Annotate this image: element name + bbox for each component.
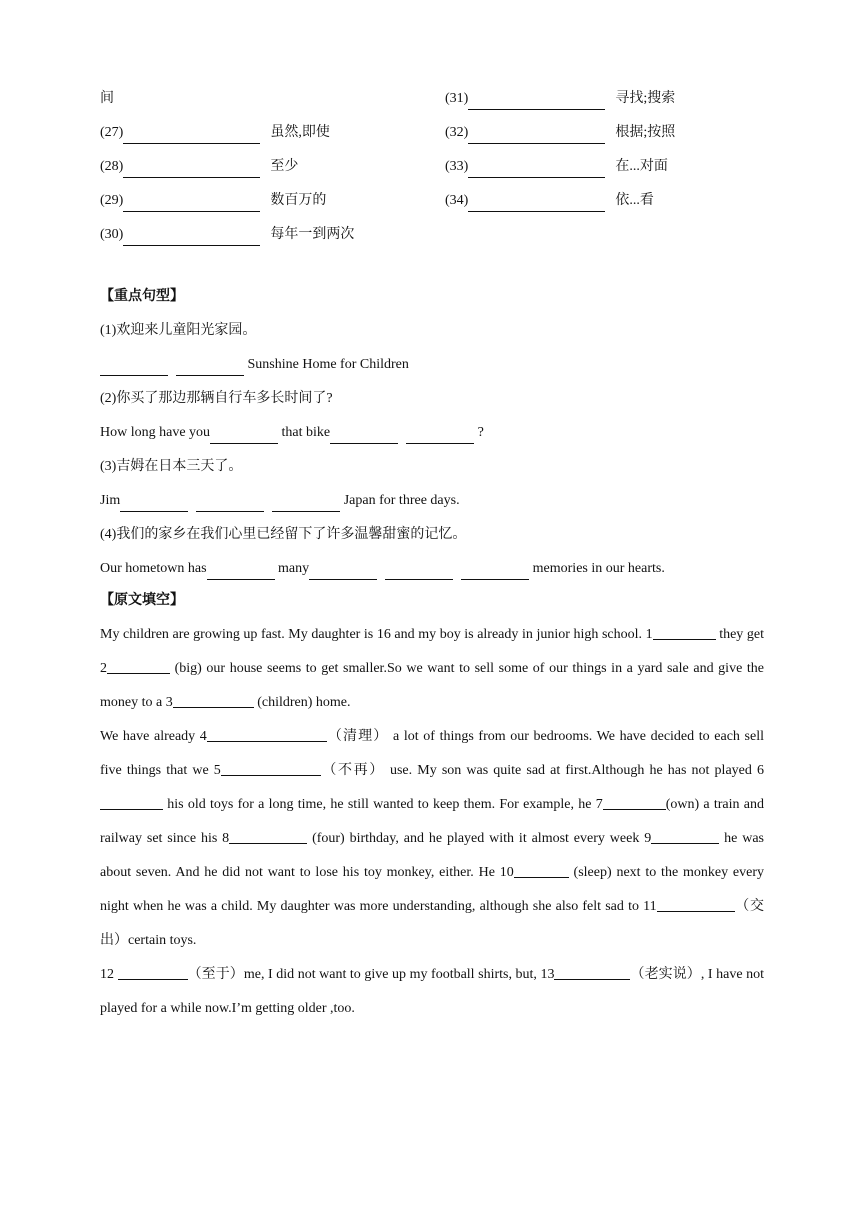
cloze-section <box>100 590 764 1026</box>
sentence-text: many <box>274 561 310 576</box>
answer-blank[interactable] <box>657 896 735 912</box>
answer-blank[interactable] <box>385 564 453 580</box>
vocab-row <box>100 190 800 224</box>
answer-blank[interactable] <box>468 196 605 212</box>
vocab-meaning: 寻找;搜索 <box>615 91 676 106</box>
answer-blank[interactable] <box>196 496 264 512</box>
passage-text: his old toys for a long time, he still wanted to keep them. For example, he 7 <box>163 797 603 812</box>
sentence-english <box>100 558 764 592</box>
vocab-item <box>100 156 298 178</box>
passage-text: he was about seven. And he did not want to lose his toy monkey, either. He 10 <box>100 831 764 880</box>
vocab-meaning: 虽然,即使 <box>270 125 330 140</box>
sentence-chinese: (4)我们的家乡在我们心里已经留下了许多温馨甜蜜的记忆。 <box>100 527 467 542</box>
section-heading: 【重点句型】 <box>100 289 184 304</box>
passage-text: (four) birthday, and he played with it almost every week 9 <box>307 831 652 846</box>
passage-text: We have already 4 <box>100 729 207 744</box>
answer-blank[interactable] <box>210 428 278 444</box>
vocab-number: (29) <box>100 193 124 208</box>
answer-blank[interactable] <box>120 496 188 512</box>
key-sentences-section <box>100 286 764 592</box>
vocab-meaning: 依...看 <box>615 193 654 208</box>
vocab-row <box>100 224 800 258</box>
vocab-item <box>445 156 668 178</box>
passage-text: (big) our house seems to get smaller.So we want to sell some of our things in a yard sale and give the money to a 3 <box>100 661 764 710</box>
vocab-row <box>100 88 800 122</box>
answer-blank[interactable] <box>118 964 188 980</box>
sentence-english <box>100 354 764 388</box>
sentence-english <box>100 422 764 456</box>
sentence-text: How long have you <box>100 425 211 440</box>
sentence-chinese: (1)欢迎来儿童阳光家园。 <box>100 323 257 338</box>
vocab-row <box>100 122 800 156</box>
answer-blank[interactable] <box>123 162 260 178</box>
passage-text: 12 <box>100 967 118 982</box>
vocab-item <box>445 190 654 212</box>
sentence-text: Jim <box>100 493 121 508</box>
answer-blank[interactable] <box>100 360 168 376</box>
sentence-chinese: (2)你买了那边那辆自行车多长时间了? <box>100 391 333 406</box>
vocab-meaning: 在...对面 <box>615 159 668 174</box>
vocab-item <box>100 122 330 144</box>
answer-blank[interactable] <box>461 564 529 580</box>
answer-blank[interactable] <box>176 360 244 376</box>
sentence-chinese: (3)吉姆在日本三天了。 <box>100 459 243 474</box>
cloze-paragraph-2 <box>100 720 764 958</box>
answer-blank[interactable] <box>207 564 275 580</box>
passage-text: (sleep) next to the monkey every night when he was a child. My daughter was more understanding, although she also felt sad to 11 <box>100 865 764 914</box>
passage-text: they get 2 <box>100 627 764 676</box>
answer-blank[interactable] <box>107 658 170 674</box>
sentence-english <box>100 490 764 524</box>
answer-blank[interactable] <box>514 862 569 878</box>
vocab-number: (34) <box>445 193 469 208</box>
passage-text: （老实说）, I have not played for a while now.I’m getting older ,too. <box>100 967 764 1016</box>
vocab-item <box>445 88 675 110</box>
answer-blank[interactable] <box>123 128 260 144</box>
answer-blank[interactable] <box>468 162 605 178</box>
cloze-paragraph-1 <box>100 618 764 720</box>
vocab-item <box>100 88 114 110</box>
vocabulary-list <box>100 88 800 258</box>
answer-blank[interactable] <box>309 564 377 580</box>
cloze-paragraph-3 <box>100 958 764 1026</box>
vocab-number: (30) <box>100 227 124 242</box>
vocab-meaning: 至少 <box>270 159 299 174</box>
sentence-text: Our hometown has <box>100 561 207 576</box>
passage-text: （至于）me, I did not want to give up my football shirts, but, 13 <box>187 967 555 982</box>
sentence-text: Sunshine Home for Children <box>244 357 409 372</box>
answer-blank[interactable] <box>603 794 666 810</box>
answer-blank[interactable] <box>468 94 605 110</box>
answer-blank[interactable] <box>330 428 398 444</box>
answer-blank[interactable] <box>221 760 321 776</box>
vocab-meaning: 数百万的 <box>270 193 327 208</box>
answer-blank[interactable] <box>554 964 630 980</box>
answer-blank[interactable] <box>173 692 254 708</box>
vocab-item <box>100 224 354 246</box>
vocab-number: (32) <box>445 125 469 140</box>
vocab-number: (33) <box>445 159 469 174</box>
vocab-item <box>445 122 675 144</box>
answer-blank[interactable] <box>653 624 716 640</box>
answer-blank[interactable] <box>272 496 340 512</box>
vocab-meaning: 根据;按照 <box>615 125 676 140</box>
answer-blank[interactable] <box>406 428 474 444</box>
answer-blank[interactable] <box>229 828 307 844</box>
passage-text: (children) home. <box>253 695 351 710</box>
sentence-text: that bike <box>278 425 331 440</box>
answer-blank[interactable] <box>100 794 163 810</box>
vocab-row <box>100 156 800 190</box>
sentence-text: Japan for three days. <box>340 493 460 508</box>
sentence-text: ? <box>474 425 484 440</box>
vocab-number: (27) <box>100 125 124 140</box>
vocab-number: (31) <box>445 91 469 106</box>
passage-text: (own) a train and railway set since his 8 <box>100 797 764 846</box>
passage-text: My children are growing up fast. My daughter is 16 and my boy is already in junior high school. 1 <box>100 627 653 642</box>
vocab-meaning: 间 <box>100 91 114 106</box>
sentence-text: memories in our hearts. <box>529 561 665 576</box>
answer-blank[interactable] <box>207 726 327 742</box>
section-heading: 【原文填空】 <box>100 593 184 608</box>
answer-blank[interactable] <box>123 230 260 246</box>
answer-blank[interactable] <box>123 196 260 212</box>
passage-text: （清理） a lot of things from our bedrooms. We have decided to each sell five things that we 5 <box>100 729 764 778</box>
passage-text: （交出）certain toys. <box>100 899 764 948</box>
passage-text: （不再） use. My son was quite sad at first.Although he has not played 6 <box>320 763 764 778</box>
answer-blank[interactable] <box>651 828 719 844</box>
answer-blank[interactable] <box>468 128 605 144</box>
vocab-meaning: 每年一到两次 <box>270 227 355 242</box>
vocab-item <box>100 190 326 212</box>
vocab-number: (28) <box>100 159 124 174</box>
